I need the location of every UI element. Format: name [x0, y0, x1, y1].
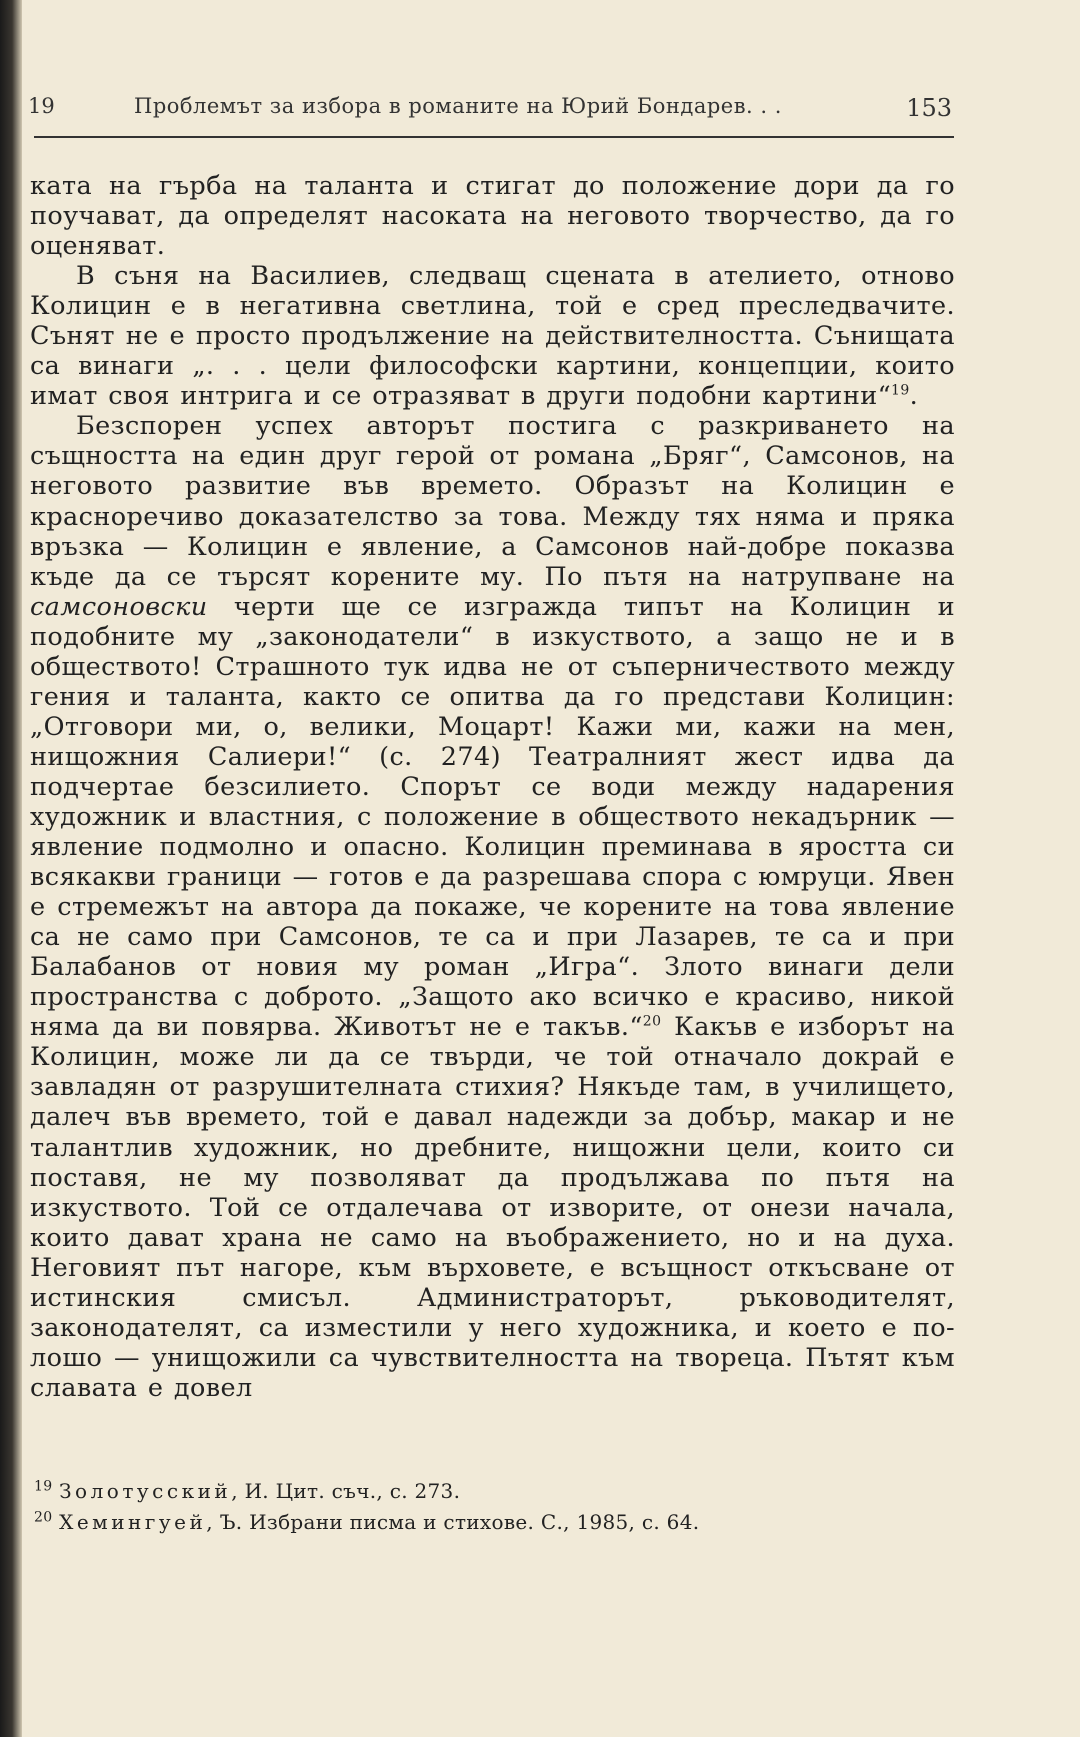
paragraph-samsonov: Безспорен успех авторът постига с разкриването на същността на един друг герой от романа „Бряг“, Самсонов, на неговото развитие във времето. Образът на Колицин е красноречиво доказателство за това. Между тях няма и пряка връзка — Колицин е явление, а Самсонов най-добре показва къде да се търсят корените му. По пътя на натрупване на самсоновски черти ще се изгражда типът на Колицин и подобните му „законодатели“ в изкуството, а защо не и в обществото! Страшното тук идва не от съперничеството между гения и таланта, както се опитва да го представи Колицин: „Отговори ми, о, велики, Моцарт! Кажи ми, кажи на мен, нищожния Салиери!“ (с. 274) Театралният жест идва да подчертае безсилието. Спорът се води между надарения художник и властния, с положение в обществото некадърник — явление подмолно и опасно. Колицин преминава в яростта си всякакви граници — готов е да разрешава спора с юмруци. Явен е стремежът на автора да покаже, че корените на това явление са не само при Самсонов, те са и при Лазарев, те са и при Балабанов от новия му роман „Игра“. Злото винаги дели пространства с доброто. „Защото ако всичко е красиво, никой няма да ви повярва. Животът не е такъв.“$^{20}$ Какъв е изборът на Колицин, може ли да се твърди, че той отначало докрай е завладян от разрушителната стихия? Някъде там, в училището, далеч във времето, той е давал надежди за добър, макар и не талантлив художник, но дребните, нищожни цели, които си поставя, не му позволяват да продължава по пътя на изкуството. Той се отдалечава от изворите, от онези начала, които дават храна не само на въображението, но и на духа. Неговият път нагоре, към върховете, е всъщност откъсване от истинския смисъл. Администраторът, ръководителят, законодателят, са изместили у него художника, и което е по-лошо — унищожили са чувствителността на твореца. Пътят към славата е довел: [30, 411, 955, 1403]
footnotes: [34, 1476, 954, 1538]
footnote-20: $^{20}$ Хемингуей, Ъ. Избрани писма и стихове. С., 1985, с. 64.: [34, 1509, 700, 1534]
footnote-19: $^{19}$ Золотусский, И. Цит. съч., с. 273.: [34, 1478, 461, 1503]
header-left-number: 19: [28, 94, 55, 118]
running-title: Проблемът за избора в романите на Юрий Бондарев. . .: [134, 94, 782, 118]
main-text: [30, 171, 955, 1403]
paragraph-dream: В съня на Василиев, следващ сцената в ателието, отново Колицин е в негативна светлина, той е сред преследвачите. Сънят не е просто продължение на действителността. Сънищата са винаги „. . . цели философски картини, концепции, които имат своя интрига и се отразяват в други подобни картини“$^{19}$.: [30, 261, 955, 412]
paragraph-continuation: ката на гърба на таланта и стигат до положение дори да го поучават, да определят насоката на неговото творчество, да го оценяват.: [30, 171, 955, 262]
book-spine-shadow: [0, 0, 22, 1737]
book-page: [28, 0, 1048, 1737]
page-number: 153: [906, 94, 952, 122]
running-header: [28, 94, 952, 134]
footnote-ref-20: 20: [642, 1013, 662, 1030]
italic-term: самсоновски: [30, 591, 208, 622]
footnote-ref-19: 19: [891, 382, 910, 399]
header-rule: [34, 136, 954, 138]
